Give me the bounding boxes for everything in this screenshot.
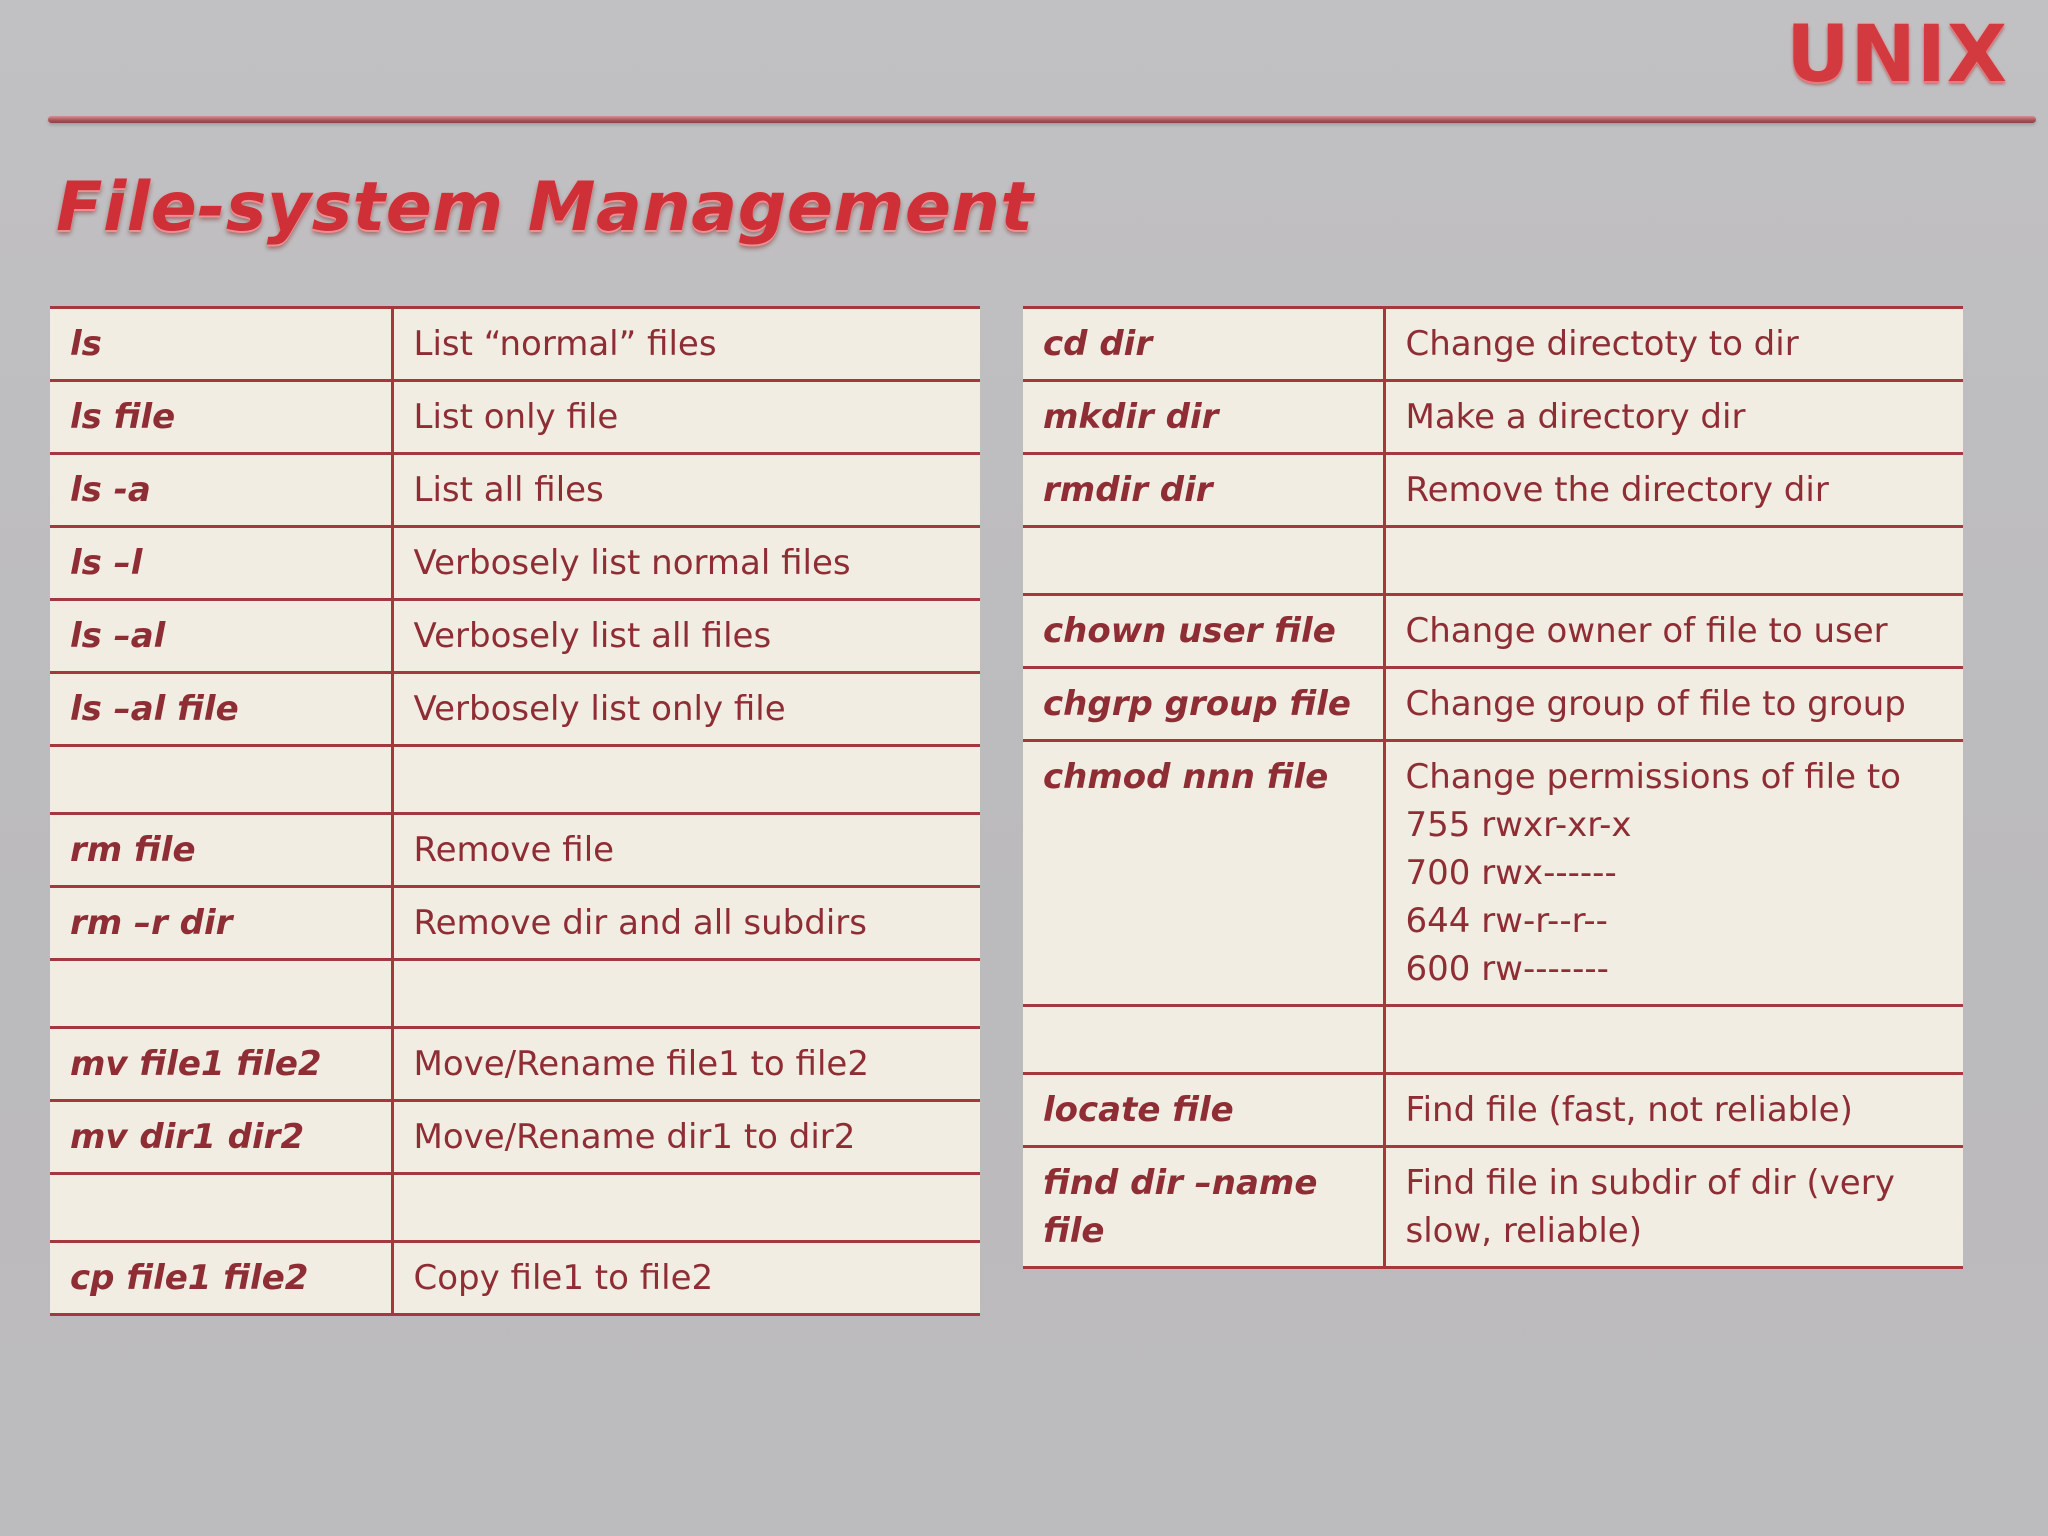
command-cell: [1023, 1006, 1384, 1074]
command-cell: rmdir dir: [1023, 454, 1384, 527]
table-row-empty: [50, 746, 980, 814]
description-cell: Verbosely list only file: [392, 673, 980, 746]
table-row-empty: [1023, 527, 1963, 595]
table-row: [1023, 454, 1963, 527]
description-cell: Move/Rename dir1 to dir2: [392, 1101, 980, 1174]
description-cell: Change owner of file to user: [1384, 595, 1963, 668]
command-cell: ls –l: [50, 527, 392, 600]
command-cell: find dir –name file: [1023, 1147, 1384, 1268]
header-divider: [48, 116, 2036, 123]
table-row-empty: [50, 960, 980, 1028]
command-cell: ls file: [50, 381, 392, 454]
table-row: [50, 527, 980, 600]
table-row-empty: [50, 1174, 980, 1242]
table-row: [1023, 1074, 1963, 1147]
description-cell: Make a directory dir: [1384, 381, 1963, 454]
table-row-empty: [1023, 1006, 1963, 1074]
table-row: [50, 1028, 980, 1101]
description-cell: Change permissions of file to 755 rwxr-xr-x 700 rwx------ 644 rw-r--r-- 600 rw-------: [1384, 741, 1963, 1006]
description-cell: Find file in subdir of dir (very slow, reliable): [1384, 1147, 1963, 1268]
command-cell: [50, 1174, 392, 1242]
command-cell: ls -a: [50, 454, 392, 527]
commands-table-right: [1023, 306, 1963, 1269]
description-cell: Verbosely list normal files: [392, 527, 980, 600]
table-row: [50, 1101, 980, 1174]
description-cell: List all files: [392, 454, 980, 527]
description-cell: [1384, 1006, 1963, 1074]
commands-table-left: [50, 306, 980, 1316]
table-row: [1023, 1147, 1963, 1268]
description-cell: Move/Rename file1 to file2: [392, 1028, 980, 1101]
description-cell: Change group of file to group: [1384, 668, 1963, 741]
description-cell: Find file (fast, not reliable): [1384, 1074, 1963, 1147]
command-cell: cd dir: [1023, 308, 1384, 381]
command-cell: ls –al: [50, 600, 392, 673]
table-row: [1023, 741, 1963, 1006]
command-cell: rm –r dir: [50, 887, 392, 960]
command-cell: cp file1 file2: [50, 1242, 392, 1315]
description-cell: List only file: [392, 381, 980, 454]
description-cell: Remove dir and all subdirs: [392, 887, 980, 960]
description-cell: List “normal” files: [392, 308, 980, 381]
table-row: [1023, 381, 1963, 454]
description-cell: [392, 1174, 980, 1242]
command-cell: mkdir dir: [1023, 381, 1384, 454]
command-cell: chmod nnn file: [1023, 741, 1384, 1006]
command-cell: chown user file: [1023, 595, 1384, 668]
command-cell: mv dir1 dir2: [50, 1101, 392, 1174]
table-row: [1023, 595, 1963, 668]
command-cell: chgrp group file: [1023, 668, 1384, 741]
table-row: [50, 1242, 980, 1315]
command-cell: mv file1 file2: [50, 1028, 392, 1101]
command-cell: ls: [50, 308, 392, 381]
description-cell: [1384, 527, 1963, 595]
table-row: [1023, 668, 1963, 741]
table-row: [50, 887, 980, 960]
description-cell: Verbosely list all files: [392, 600, 980, 673]
table-row: [1023, 308, 1963, 381]
description-cell: Remove the directory dir: [1384, 454, 1963, 527]
command-cell: [50, 746, 392, 814]
description-cell: Remove file: [392, 814, 980, 887]
page-title: File-system Management: [56, 168, 1034, 247]
table-row: [50, 381, 980, 454]
command-cell: [1023, 527, 1384, 595]
description-cell: [392, 960, 980, 1028]
command-cell: rm file: [50, 814, 392, 887]
table-row: [50, 308, 980, 381]
table-row: [50, 673, 980, 746]
command-cell: [50, 960, 392, 1028]
description-cell: [392, 746, 980, 814]
description-cell: Change directoty to dir: [1384, 308, 1963, 381]
command-cell: ls –al file: [50, 673, 392, 746]
command-cell: locate file: [1023, 1074, 1384, 1147]
table-row: [50, 454, 980, 527]
unix-logo: UNIX: [1786, 10, 2008, 100]
description-cell: Copy file1 to file2: [392, 1242, 980, 1315]
table-row: [50, 814, 980, 887]
table-row: [50, 600, 980, 673]
